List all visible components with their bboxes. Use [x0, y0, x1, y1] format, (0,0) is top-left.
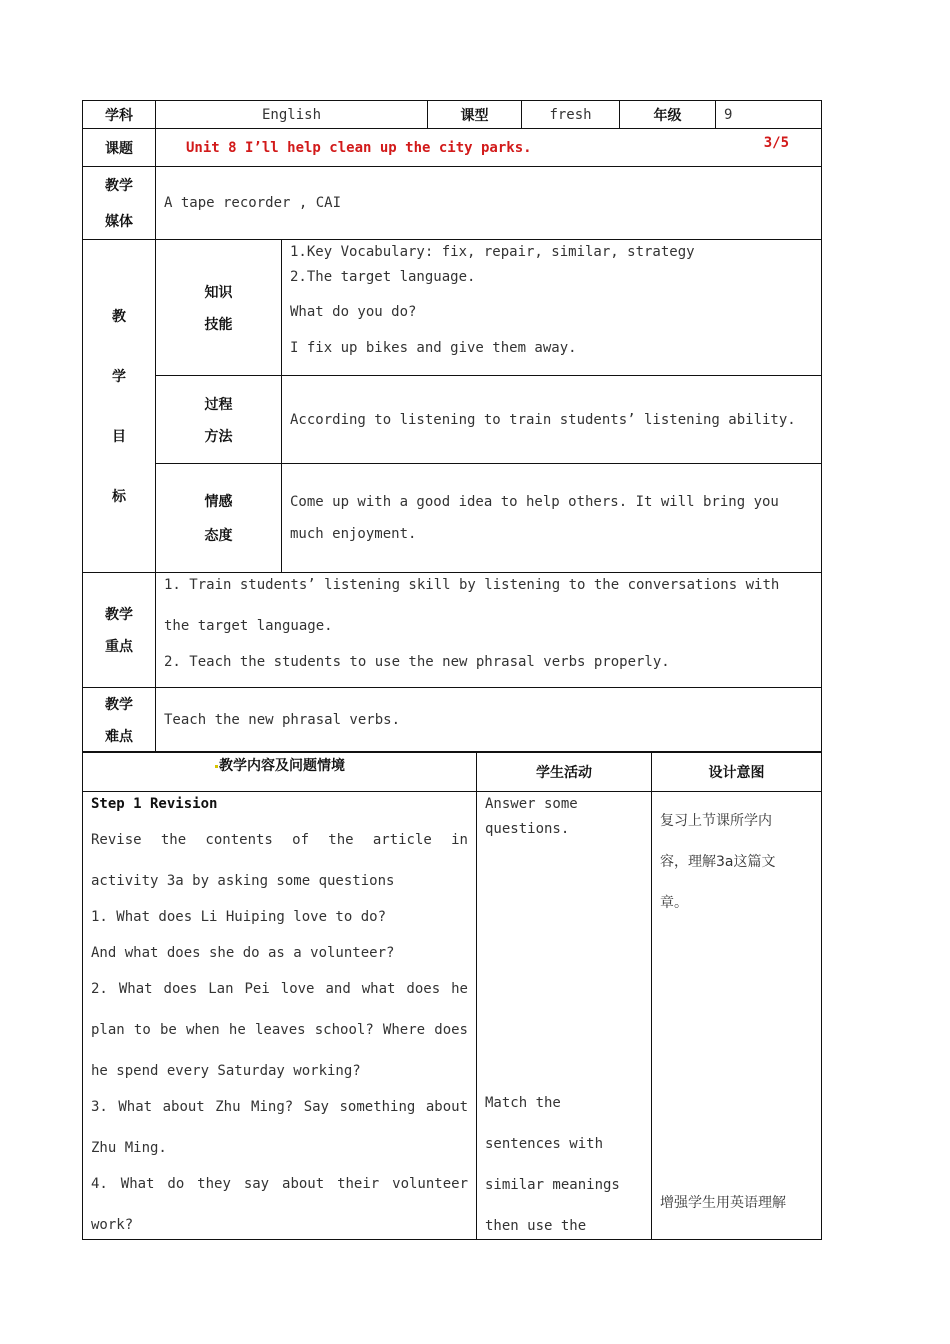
process-row [83, 376, 822, 464]
key-points-label-line1: 教学 [105, 607, 133, 623]
activity-bottom-line-3: similar meanings [485, 1177, 620, 1193]
step1-line-10: 4. What do they say about their volunteer [91, 1176, 468, 1192]
key-points-line-1: 1. Train students’ listening skill by listening to the conversations with [164, 577, 780, 593]
procedure-table [82, 752, 822, 1240]
grade-value: 9 [716, 101, 822, 129]
type-label: 课型 [428, 101, 522, 129]
emotion-content [282, 464, 822, 573]
objectives-char-2: 学 [112, 369, 126, 385]
topic-number: 3/5 [763, 135, 790, 151]
process-content: According to listening to train students’ listening ability. [282, 376, 822, 464]
emotion-label-line2: 态度 [204, 528, 233, 544]
intent-top-line-1: 复习上节课所学内 [660, 813, 772, 829]
step1-line-7: he spend every Saturday working? [91, 1063, 361, 1079]
step1-line-6: plan to be when he leaves school? Where does [91, 1022, 468, 1038]
topic-row [83, 129, 822, 167]
difficult-points-row [83, 688, 822, 752]
media-label [83, 167, 156, 240]
step1-line-8: 3. What about Zhu Ming? Say something about [91, 1099, 468, 1115]
column-header-row [83, 753, 822, 792]
emotion-line-1: Come up with a good idea to help others. It will bring you [290, 494, 779, 510]
step1-line-5: 2. What does Lan Pei love and what does he [91, 981, 468, 997]
process-label-line1: 过程 [204, 396, 233, 413]
key-points-row [83, 573, 822, 688]
knowledge-row [83, 240, 822, 376]
step1-line-2: activity 3a by asking some questions [91, 873, 395, 889]
difficult-points-label-line1: 教学 [105, 696, 133, 713]
activity-bottom-line-4: then use the [485, 1218, 587, 1234]
activity-column-header: 学生活动 [477, 753, 652, 792]
activity-top-line-2: questions. [485, 821, 570, 837]
step1-line-9: Zhu Ming. [91, 1140, 167, 1156]
step1-row [83, 792, 822, 1240]
knowledge-line-3: What do you do? [290, 304, 417, 320]
key-points-content [156, 573, 822, 688]
knowledge-line-4: I fix up bikes and give them away. [290, 340, 577, 356]
knowledge-label-line2: 技能 [204, 316, 233, 333]
intent-top-line-2: 容，理解3a这篇文 [660, 854, 776, 870]
key-points-label [83, 573, 156, 688]
activity-bottom-line-2: sentences with [485, 1136, 604, 1152]
key-points-line-3: 2. Teach the students to use the new phrasal verbs properly. [164, 654, 670, 670]
topic-title: Unit 8 I’ll help clean up the city parks. [186, 139, 532, 156]
media-label-line2: 媒体 [105, 214, 133, 230]
grade-label: 年级 [620, 101, 716, 129]
intent-bottom-line: 增强学生用英语理解 [660, 1195, 786, 1211]
step1-line-3: 1. What does Li Huiping love to do? [91, 909, 387, 925]
difficult-points-value: Teach the new phrasal verbs. [156, 688, 822, 752]
knowledge-label [156, 240, 282, 376]
emotion-label [156, 464, 282, 573]
step1-intent [652, 792, 822, 1240]
activity-bottom-line-1: Match the [485, 1095, 561, 1111]
header-row [83, 101, 822, 129]
media-value: A tape recorder , CAI [156, 167, 822, 240]
intent-top-line-3: 章。 [660, 895, 688, 911]
content-column-label: 教学内容及问题情境 [219, 758, 345, 774]
knowledge-label-line1: 知识 [204, 284, 233, 301]
content-column-header [83, 753, 477, 792]
step1-activity [477, 792, 652, 1240]
objectives-char-4: 标 [112, 489, 126, 505]
media-row [83, 167, 822, 240]
step1-line-4: And what does she do as a volunteer? [91, 945, 395, 961]
topic-label: 课题 [83, 129, 156, 167]
objectives-char-3: 目 [112, 429, 126, 445]
emotion-line-2: much enjoyment. [290, 526, 417, 542]
difficult-points-label [83, 688, 156, 752]
activity-top-line-1: Answer some [485, 796, 578, 812]
marker-dot [215, 765, 218, 768]
objectives-label [83, 240, 156, 573]
intent-column-header: 设计意图 [652, 753, 822, 792]
objectives-char-1: 教 [112, 309, 126, 325]
step1-content [83, 792, 477, 1240]
knowledge-line-1: 1.Key Vocabulary: fix, repair, similar, strategy [290, 244, 695, 260]
topic-title-cell [156, 129, 822, 167]
step1-line-1: Revise the contents of the article in [91, 832, 468, 848]
key-points-line-2: the target language. [164, 618, 333, 634]
step1-heading: Step 1 Revision [91, 796, 218, 812]
subject-value: English [156, 101, 428, 129]
process-label-line2: 方法 [204, 428, 233, 445]
knowledge-content [282, 240, 822, 376]
difficult-points-label-line2: 难点 [105, 728, 133, 745]
activity-bottom-block [485, 1095, 620, 1234]
lesson-info-table [82, 100, 822, 752]
emotion-row [83, 464, 822, 573]
emotion-label-line1: 情感 [204, 494, 233, 510]
step1-line-11: work? [91, 1217, 134, 1233]
key-points-label-line2: 重点 [105, 639, 133, 655]
media-label-line1: 教学 [105, 178, 133, 194]
process-label [156, 376, 282, 464]
type-value: fresh [522, 101, 620, 129]
knowledge-line-2: 2.The target language. [290, 269, 476, 285]
subject-label: 学科 [83, 101, 156, 129]
